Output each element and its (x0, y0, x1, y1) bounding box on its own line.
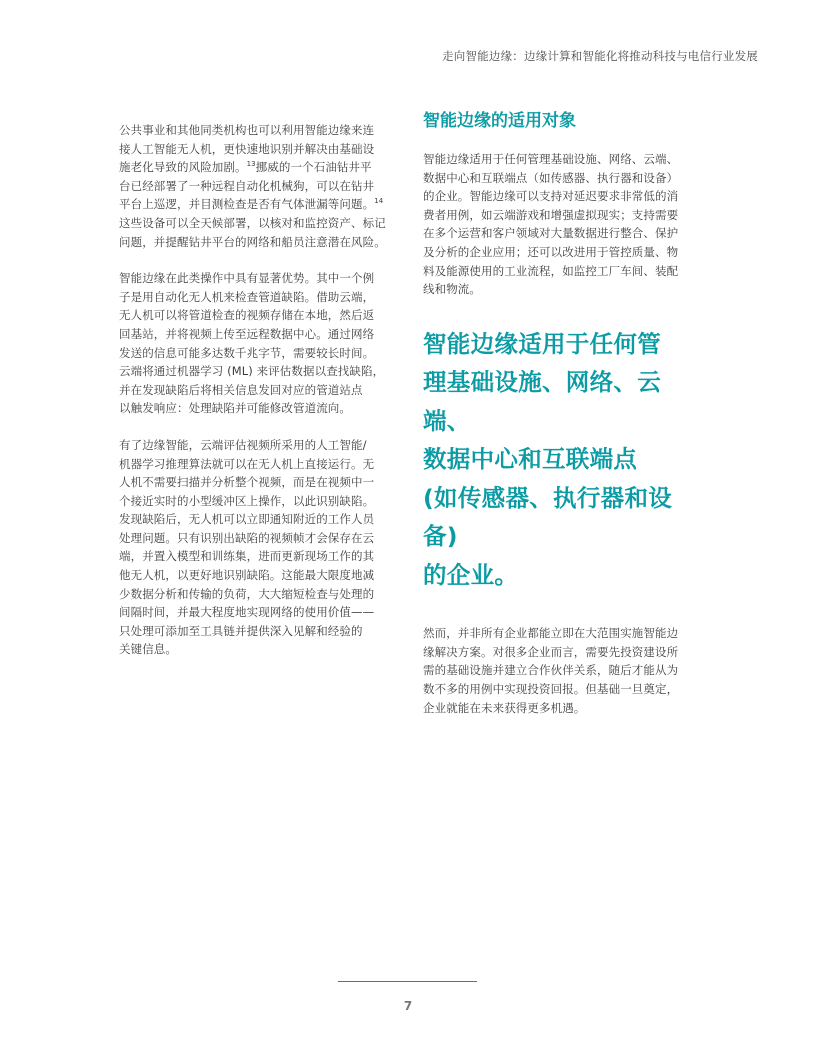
paragraph-investment: 然而，并非所有企业都能立即在大范围实施智能边 缘解决方案。对很多企业而言，需要先投资建设所 需的基础设施并建立合作伙伴关系，随后才能从为 数不多的用例中实现投资回报。但基础一旦奠定， 企业就能在未来获得更多机遇。 (423, 626, 679, 715)
paragraph-pipeline-inspection: 智能边缘在此类操作中具有显著优势。其中一个例 子是用自动化无人机来检查管道缺陷。借助云端， 无人机可以将管道检查的视频存储在本地，然后返 回基站，并将视频上传至远程数据中心。通过网络 发送的信息可能多达数千兆字节，需要较长时间。 云端将通过机器学习 (ML) 来评估数据以查找缺陷， 并在发现缺陷后将相关信息发回对应的管道站点 以触发响应：处理缺陷并可能修改管道流向。 (119, 271, 385, 416)
paragraph-applicable-targets: 智能边缘适用于任何管理基础设施、网络、云端、 数据中心和互联端点（如传感器、执行器和设备） 的企业。智能边缘可以支持对延迟要求非常低的消 费者用例，如云端游戏和增强虚拟现实；支持需要 在多个运营和客户领域对大量数据进行整合、保护 及分析的企业应用；还可以改进用于管控质量、物 料及能源使用的工业流程，如监控工厂车间、装配 线和物流。 (423, 152, 679, 297)
right-column (423, 108, 701, 717)
running-header: 走向智能边缘：边缘计算和智能化将推动科技与电信行业发展 (442, 49, 758, 63)
paragraph-text: 公共事业和其他同类机构也可以利用智能边缘来连 接人工智能无人机，更快速地识别并解决由基础设 施老化导致的风险加剧。 (119, 123, 375, 175)
paragraph-edge-intelligence: 有了边缘智能，云端评估视频所采用的人工智能/ 机器学习推理算法就可以在无人机上直接运行。无 人机不需要扫描并分析整个视频，而是在视频中一 个接近实时的小型缓冲区上操作，以此识别缺陷。 发现缺陷后，无人机可以立即通知附近的工作人员 处理问题。只有识别出缺陷的视频帧才会保存在云 端，并置入模型和训练集，进而更新现场工作的其 他无人机，以更好地识别缺陷。这能最大限度地减 少数据分析和传输的负荷，大大缩短检查与处理的 间隔时间，并最大程度地实现网络的使用价值—— 只处理可添加至工具链并提供深入见解和经验的 关键信息。 (119, 437, 375, 657)
paragraph-text: 挪威的一个石油钻井平 台已经部署了一种远程自动化机械狗，可以在钻井 平台上巡逻，并目测检查是否有气体泄漏等问题。 (119, 160, 375, 212)
footnote-ref-14[interactable]: 14 (374, 197, 384, 206)
page-number: 7 (403, 999, 413, 1013)
footnote-ref-13[interactable]: 13 (246, 160, 256, 169)
paragraph-text: 这些设备可以全天候部署，以核对和监控资产、标记 问题，并提醒钻井平台的网络和船员注意潜在风险。 (119, 215, 386, 249)
left-column (119, 121, 397, 659)
paragraph-utilities-drones (119, 121, 397, 251)
footer-divider (338, 981, 477, 982)
pull-quote: 智能边缘适用于任何管 理基础设施、网络、云端、 数据中心和互联端点 (如传感器、执行器和设备) 的企业。 (423, 329, 673, 589)
section-heading: 智能边缘的适用对象 (423, 111, 576, 131)
